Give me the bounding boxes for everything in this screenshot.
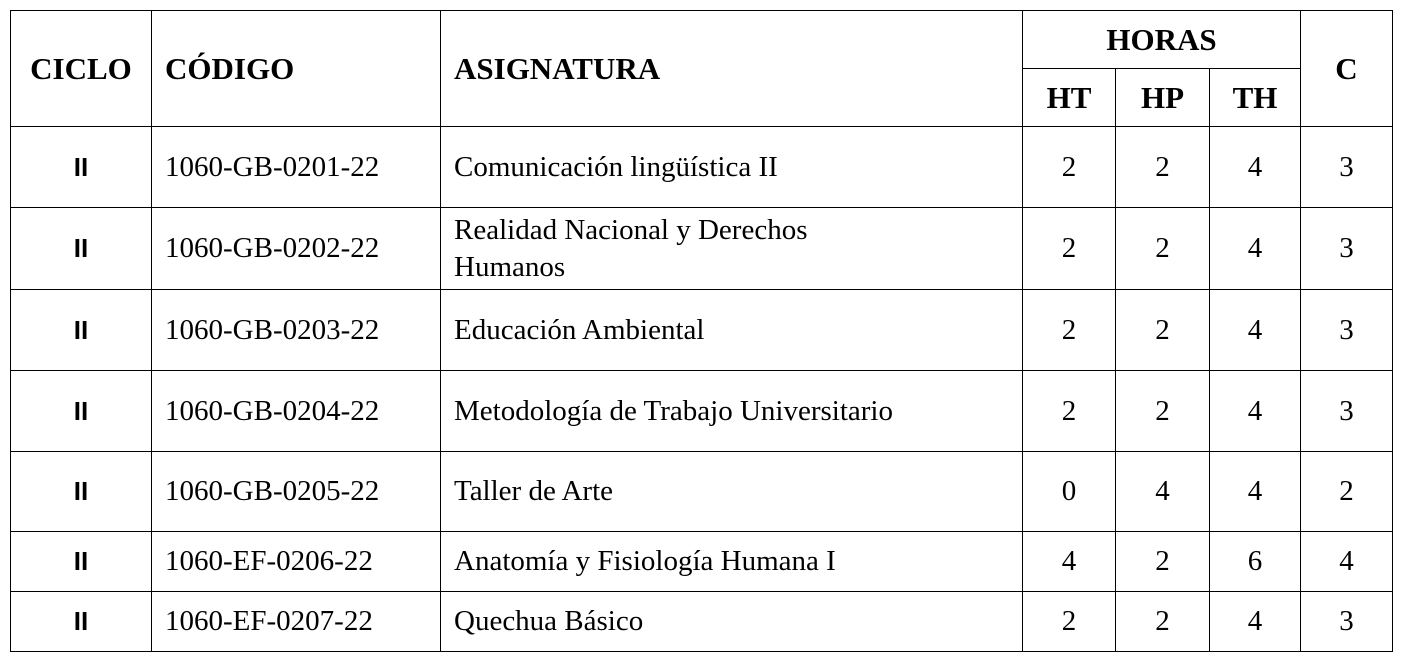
cell-ciclo: II xyxy=(11,127,152,208)
cell-asignatura: Anatomía y Fisiología Humana I xyxy=(441,532,1023,592)
cell-th: 6 xyxy=(1210,532,1301,592)
cell-th: 4 xyxy=(1210,452,1301,532)
cell-ht: 2 xyxy=(1023,592,1116,652)
cell-hp: 2 xyxy=(1116,208,1210,290)
header-th: TH xyxy=(1210,69,1301,127)
cell-codigo: 1060-GB-0201-22 xyxy=(152,127,441,208)
cell-asignatura: Taller de Arte xyxy=(441,452,1023,532)
cell-th: 4 xyxy=(1210,592,1301,652)
asignatura-line-1: Realidad Nacional y Derechos xyxy=(454,213,808,246)
cell-hp: 2 xyxy=(1116,290,1210,371)
cell-ht: 0 xyxy=(1023,452,1116,532)
cell-ht: 2 xyxy=(1023,290,1116,371)
cell-th: 4 xyxy=(1210,290,1301,371)
cell-asignatura: Comunicación lingüística II xyxy=(441,127,1023,208)
cell-ciclo: II xyxy=(11,452,152,532)
cell-c: 2 xyxy=(1301,452,1393,532)
cell-ciclo: II xyxy=(11,371,152,452)
cell-codigo: 1060-GB-0202-22 xyxy=(152,208,441,290)
header-c: C xyxy=(1301,11,1393,127)
header-horas: HORAS xyxy=(1023,11,1301,69)
header-hp: HP xyxy=(1116,69,1210,127)
cell-th: 4 xyxy=(1210,127,1301,208)
cell-asignatura: Quechua Básico xyxy=(441,592,1023,652)
cell-codigo: 1060-GB-0205-22 xyxy=(152,452,441,532)
cell-codigo: 1060-EF-0207-22 xyxy=(152,592,441,652)
courses-table xyxy=(10,10,1393,652)
cell-th: 4 xyxy=(1210,371,1301,452)
header-row-top xyxy=(11,11,1393,69)
cell-asignatura xyxy=(441,208,1023,290)
cell-ht: 2 xyxy=(1023,127,1116,208)
cell-hp: 4 xyxy=(1116,452,1210,532)
header-ciclo: CICLO xyxy=(11,11,152,127)
header-codigo: CÓDIGO xyxy=(152,11,441,127)
cell-hp: 2 xyxy=(1116,532,1210,592)
table-row xyxy=(11,592,1393,652)
cell-asignatura: Educación Ambiental xyxy=(441,290,1023,371)
table-row xyxy=(11,208,1393,290)
header-ht: HT xyxy=(1023,69,1116,127)
cell-ht: 2 xyxy=(1023,208,1116,290)
cell-ht: 2 xyxy=(1023,371,1116,452)
cell-th: 4 xyxy=(1210,208,1301,290)
cell-c: 4 xyxy=(1301,532,1393,592)
cell-hp: 2 xyxy=(1116,592,1210,652)
cell-ht: 4 xyxy=(1023,532,1116,592)
table-row xyxy=(11,532,1393,592)
cell-ciclo: II xyxy=(11,592,152,652)
cell-ciclo: II xyxy=(11,532,152,592)
table-row xyxy=(11,127,1393,208)
cell-ciclo: II xyxy=(11,290,152,371)
table-row xyxy=(11,290,1393,371)
cell-hp: 2 xyxy=(1116,371,1210,452)
table-row xyxy=(11,452,1393,532)
cell-c: 3 xyxy=(1301,371,1393,452)
cell-c: 3 xyxy=(1301,592,1393,652)
cell-c: 3 xyxy=(1301,127,1393,208)
cell-asignatura: Metodología de Trabajo Universitario xyxy=(441,371,1023,452)
cell-codigo: 1060-GB-0203-22 xyxy=(152,290,441,371)
header-asignatura: ASIGNATURA xyxy=(441,11,1023,127)
cell-codigo: 1060-EF-0206-22 xyxy=(152,532,441,592)
cell-ciclo: II xyxy=(11,208,152,290)
asignatura-line-2: Humanos xyxy=(454,250,566,283)
cell-c: 3 xyxy=(1301,290,1393,371)
cell-hp: 2 xyxy=(1116,127,1210,208)
cell-codigo: 1060-GB-0204-22 xyxy=(152,371,441,452)
cell-c: 3 xyxy=(1301,208,1393,290)
table-row xyxy=(11,371,1393,452)
